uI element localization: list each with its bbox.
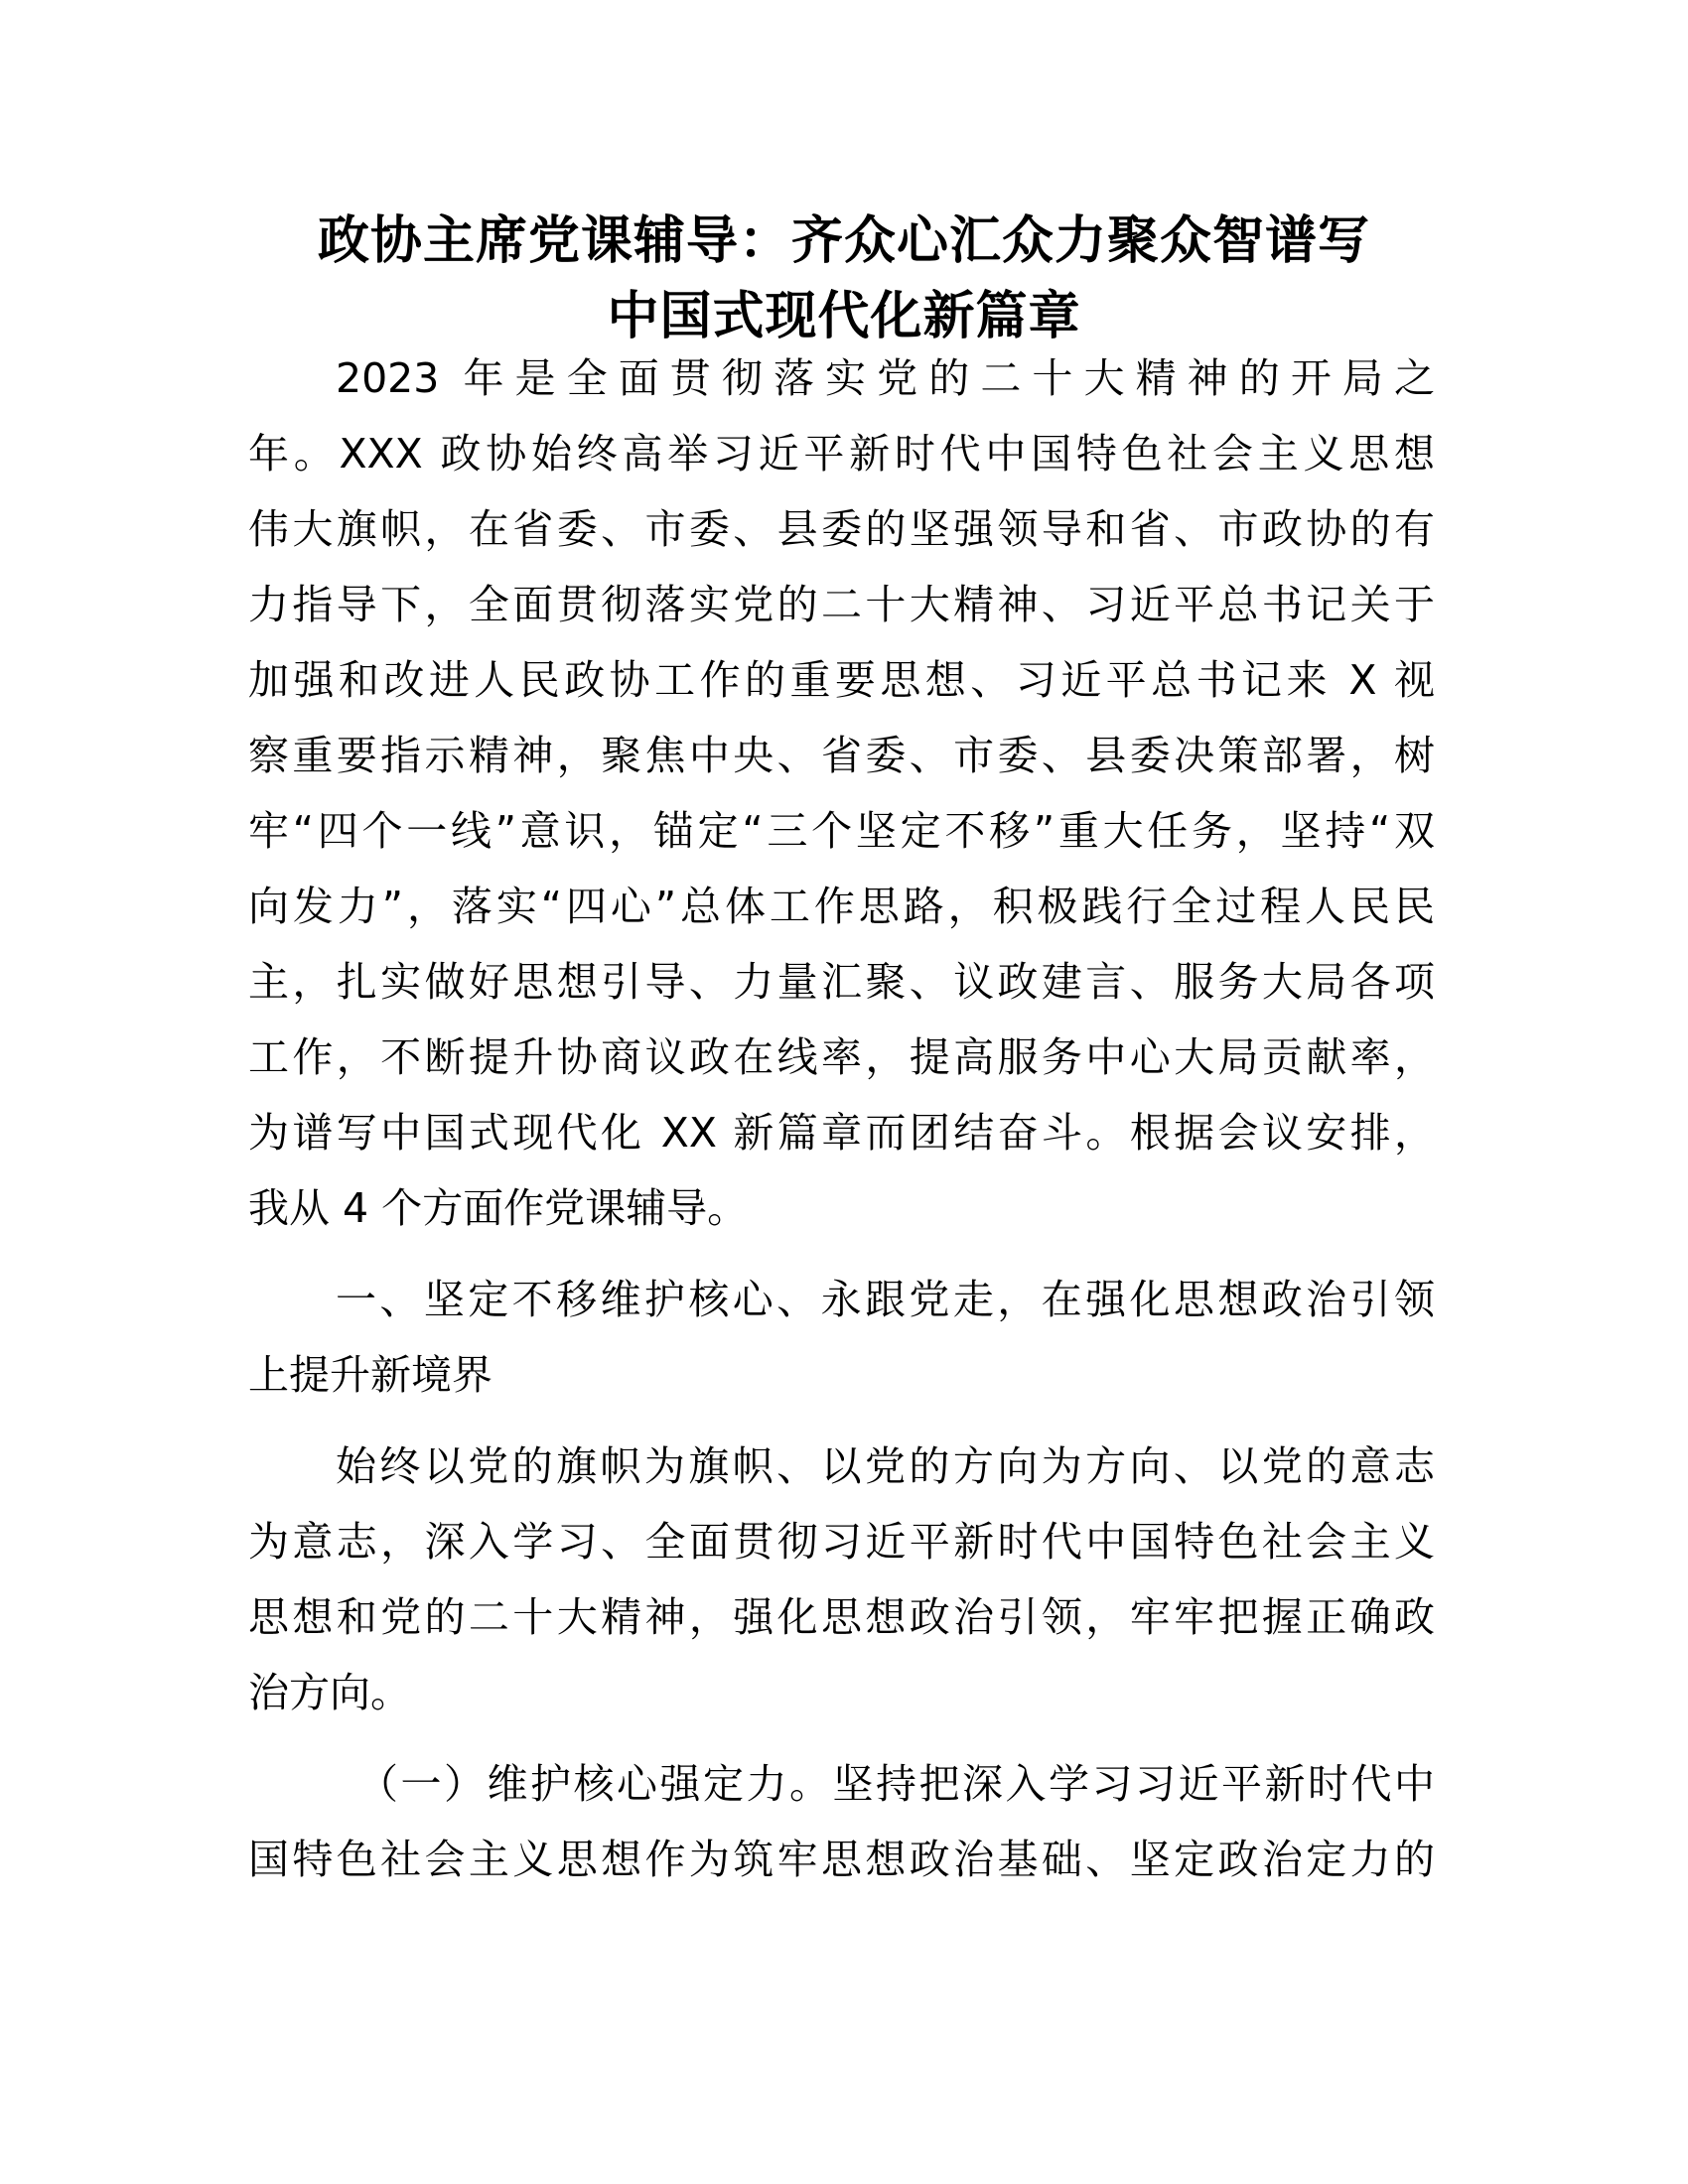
paragraph-line: 牢“四个一线”意识，锚定“三个坚定不移”重大任务，坚持“双 — [248, 807, 1435, 855]
paragraph-line: 加强和改进人民政协工作的重要思想、习近平总书记来 X 视 — [248, 656, 1435, 704]
paragraph-line: 我从 4 个方面作党课辅导。 — [248, 1184, 749, 1232]
paragraph-line: 伟大旗帜，在省委、市委、县委的坚强领导和省、市政协的有 — [248, 505, 1435, 553]
document-title-line-1: 政协主席党课辅导：齐众心汇众力聚众智谱写 — [317, 211, 1370, 271]
document-title-line-2: 中国式现代化新篇章 — [607, 287, 1081, 346]
paragraph-line: 2023 年是全面贯彻落实党的二十大精神的开局之 — [336, 354, 1435, 402]
paragraph-line: 力指导下，全面贯彻落实党的二十大精神、习近平总书记关于 — [248, 581, 1435, 628]
paragraph-line: 始终以党的旗帜为旗帜、以党的方向为方向、以党的意志 — [336, 1442, 1435, 1490]
paragraph-line: 年。XXX 政协始终高举习近平新时代中国特色社会主义思想 — [248, 430, 1435, 478]
paragraph-line: （一）维护核心强定力。坚持把深入学习习近平新时代中 — [357, 1760, 1435, 1808]
paragraph-line: 主，扎实做好思想引导、力量汇聚、议政建言、服务大局各项 — [248, 958, 1435, 1006]
paragraph-line: 察重要指示精神，聚焦中央、省委、市委、县委决策部署，树 — [248, 732, 1435, 779]
paragraph-line: 向发力”，落实“四心”总体工作思路，积极践行全过程人民民 — [248, 883, 1435, 930]
paragraph-line: 治方向。 — [248, 1669, 411, 1716]
paragraph-line: 思想和党的二十大精神，强化思想政治引领，牢牢把握正确政 — [248, 1593, 1435, 1641]
paragraph-line: 国特色社会主义思想作为筑牢思想政治基础、坚定政治定力的 — [248, 1836, 1435, 1883]
paragraph-line: 为谱写中国式现代化 XX 新篇章而团结奋斗。根据会议安排， — [248, 1109, 1435, 1157]
paragraph-line: 工作，不断提升协商议政在线率，提高服务中心大局贡献率， — [248, 1033, 1435, 1081]
paragraph-line: 为意志，深入学习、全面贯彻习近平新时代中国特色社会主义 — [248, 1518, 1435, 1566]
heading-line: 上提升新境界 — [248, 1351, 492, 1399]
heading-line: 一、坚定不移维护核心、永跟党走，在强化思想政治引领 — [336, 1276, 1435, 1323]
